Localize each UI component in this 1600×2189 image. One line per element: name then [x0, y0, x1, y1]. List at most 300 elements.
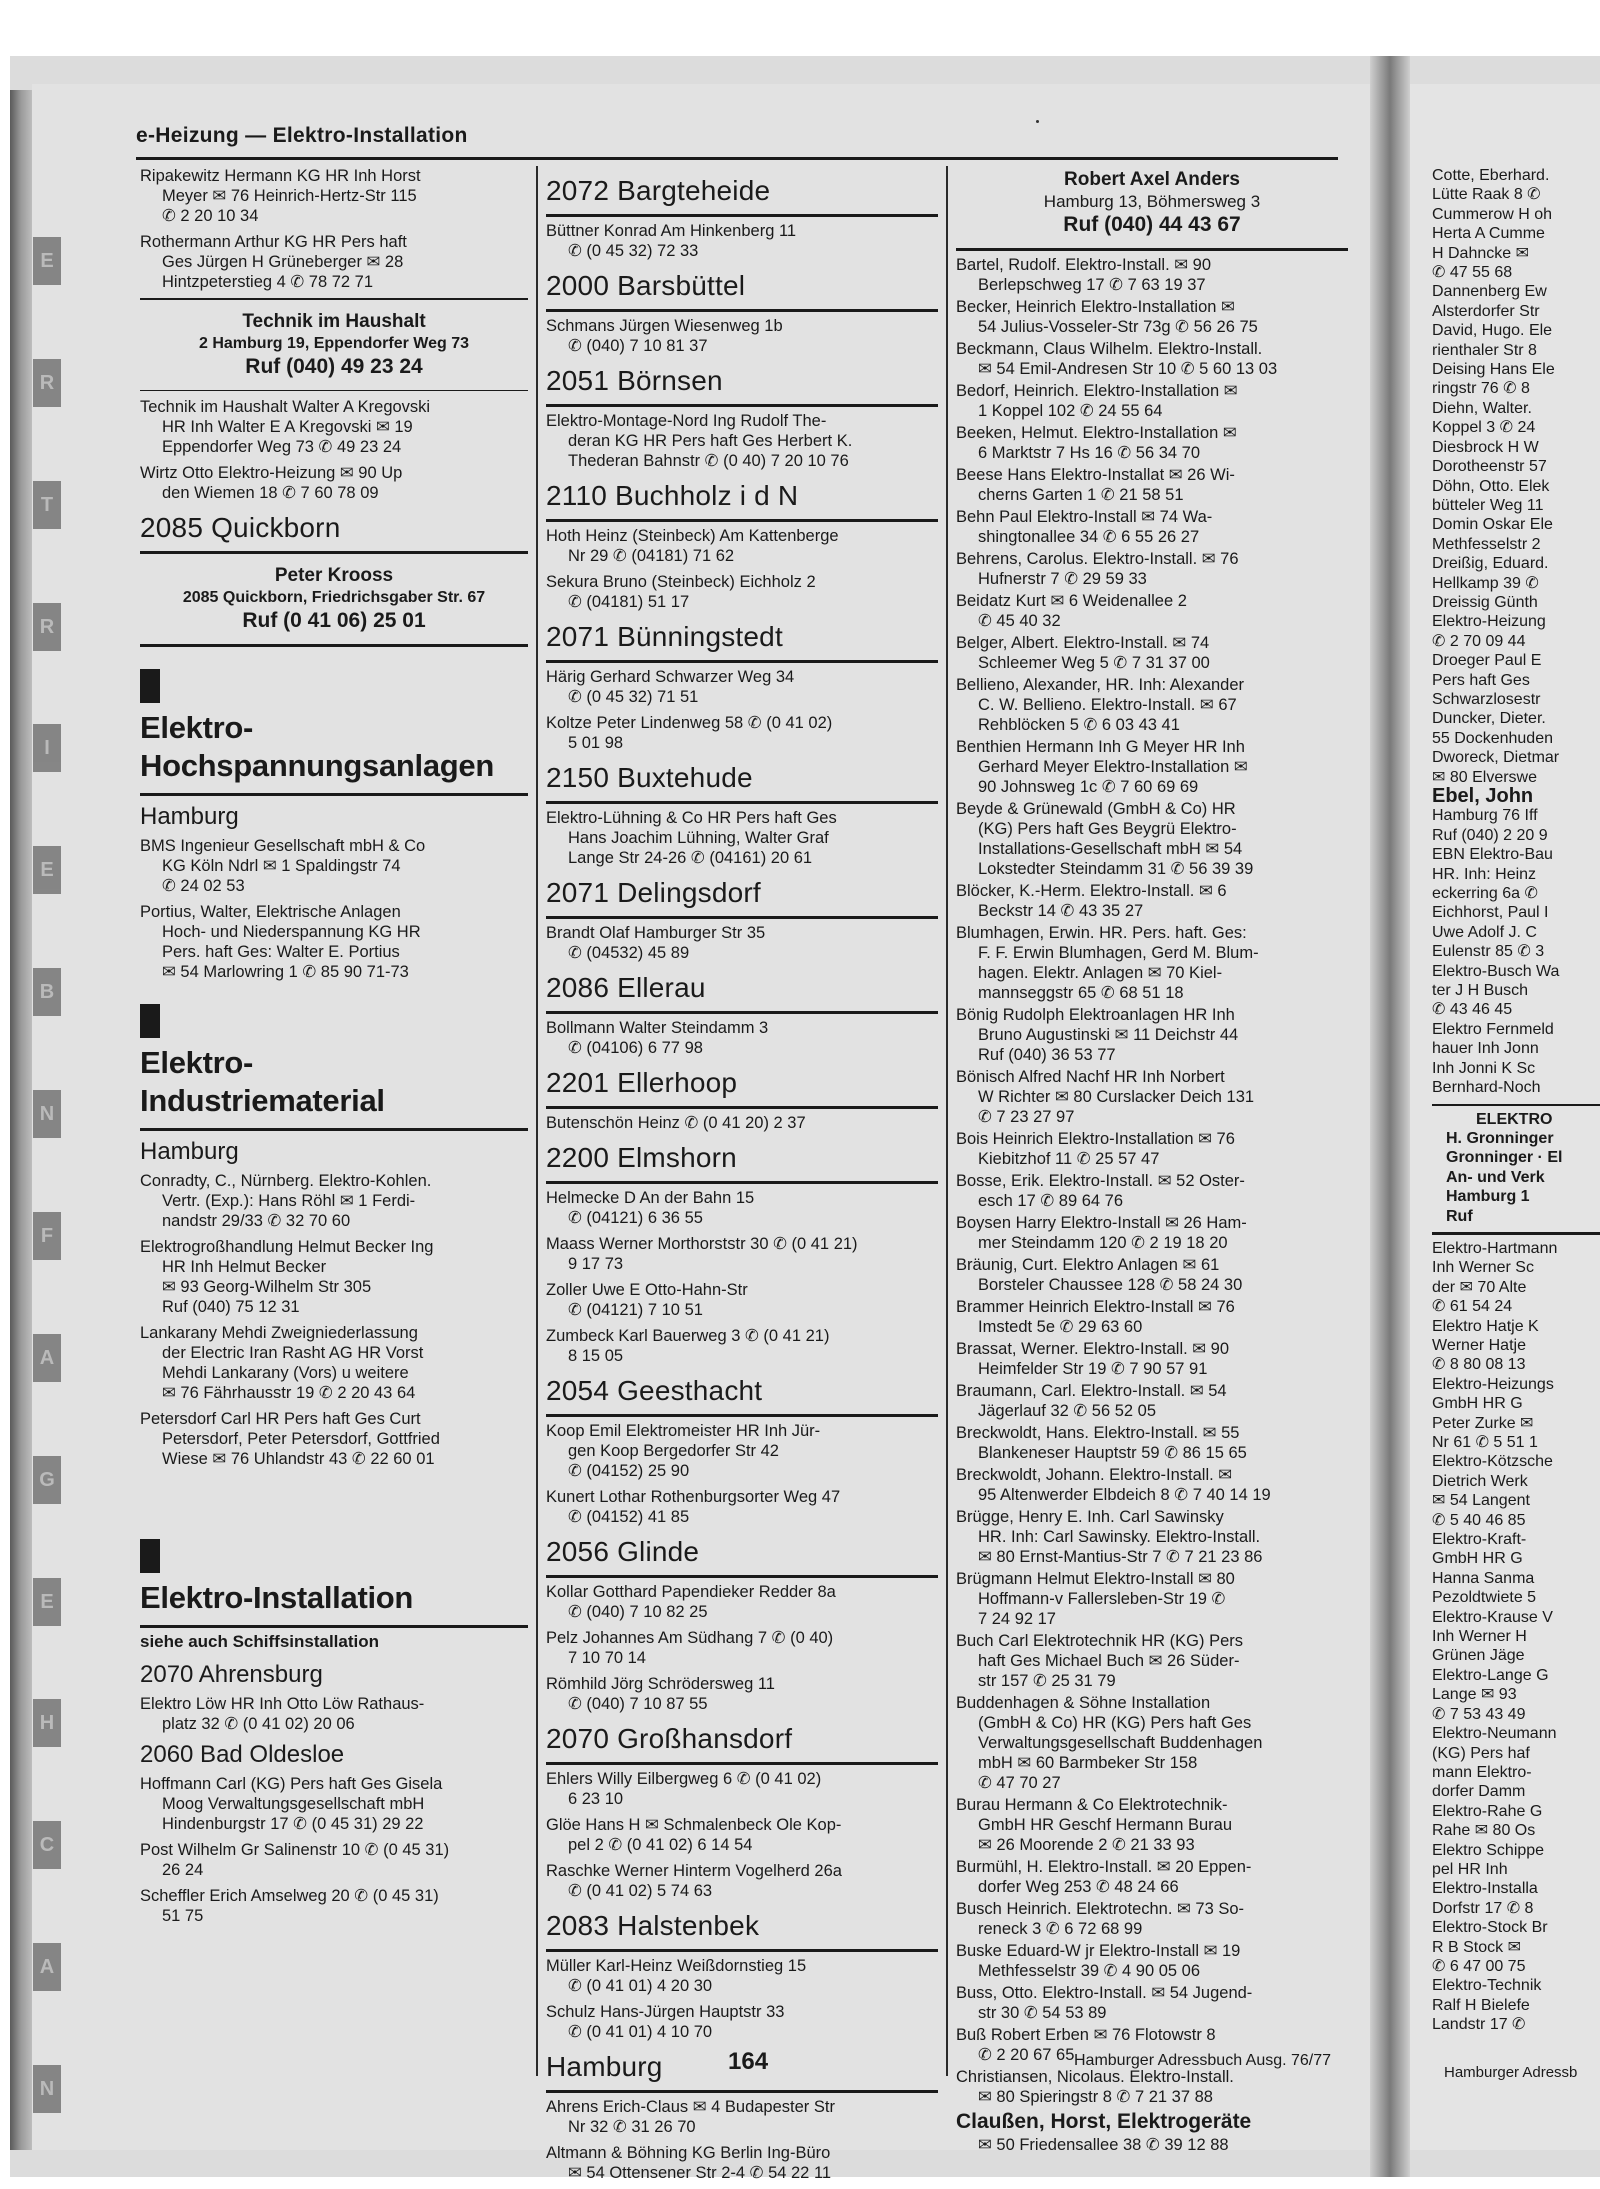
category-heading: Elektro- Industriematerial — [140, 1004, 528, 1120]
listing-line: Behrens, Carolus. Elektro-Install. ✉ 76 — [956, 550, 1239, 568]
next-page-line: Elektro-Kötzsche — [1432, 1453, 1553, 1471]
listing-line: mer Steindamm 120 ✆ 2 19 18 20 — [978, 1234, 1228, 1252]
listing-line: Härig Gerhard Schwarzer Weg 34 — [546, 668, 795, 686]
listing-entry — [956, 633, 1348, 673]
column-divider — [946, 166, 948, 2076]
listing-entry: Scheffler Erich Amselweg 20 ✆ (0 45 31) 51 75 — [140, 1887, 439, 1925]
listing-entry — [546, 1487, 938, 1527]
page-gutter — [1370, 56, 1410, 2177]
next-page-line: Schwarzlosestr — [1432, 690, 1541, 708]
divider — [956, 248, 1348, 251]
advert-phone: Ruf (0 41 06) 25 01 — [242, 609, 426, 632]
listing-line: ✆ (04121) 7 10 51 — [568, 1301, 703, 1319]
advert-address: Hamburg 13, Böhmersweg 3 — [1043, 192, 1261, 211]
town-heading: Hamburg — [546, 2051, 663, 2082]
listing-entry — [956, 1631, 1348, 1691]
next-page-line: Pers haft Ges — [1432, 671, 1530, 689]
listing-line: Busch Heinrich. Elektrotechn. ✉ 73 So- — [956, 1900, 1245, 1918]
listing-line: esch 17 ✆ 89 64 76 — [978, 1192, 1124, 1210]
next-page-line: Elektro-Hartmann — [1432, 1239, 1558, 1257]
next-page-line: H Dahncke ✉ — [1432, 244, 1529, 262]
side-tab-letter: E — [33, 1578, 61, 1626]
listing-line: W Richter ✉ 80 Curslacker Deich 131 — [978, 1088, 1255, 1106]
next-page-line: Uwe Adolf J. C — [1432, 923, 1537, 941]
next-page-line: Dorfstr 17 ✆ 8 — [1432, 1899, 1534, 1917]
listing-entry — [546, 2097, 938, 2137]
next-page-line: Inh Werner Sc — [1432, 1259, 1534, 1277]
next-page-line: ✉ 54 Langent — [1432, 1492, 1530, 1510]
listing-line: ✉ 80 Ernst-Mantius-Str 7 ✆ 7 21 23 86 — [978, 1548, 1263, 1566]
side-tab-letter: R — [33, 359, 61, 407]
listing-line: Maass Werner Morthorststr 30 ✆ (0 41 21) — [546, 1235, 858, 1253]
listing-line: Bräunig, Curt. Elektro Anlagen ✉ 61 — [956, 1256, 1220, 1274]
advert-name: Robert Axel Anders — [1064, 169, 1240, 190]
listing-entry — [956, 465, 1348, 505]
next-page-footer: Hamburger Adressb — [1444, 2064, 1578, 2081]
listing-line: Raschke Werner Hinterm Vogelherd 26a — [546, 1862, 842, 1880]
listing-entry — [956, 923, 1348, 1003]
listing-entry: Post Wilhelm Gr Salinenstr 10 ✆ (0 45 31) 26 24 — [140, 1841, 450, 1879]
town-heading: 2150 Buxtehude — [546, 762, 753, 793]
listing-line: reneck 3 ✆ 6 72 68 99 — [978, 1920, 1143, 1938]
listing-entry — [546, 1280, 938, 1320]
see-also-note: siehe auch Schiffsinstallation — [140, 1632, 380, 1651]
town-heading: 2072 Bargteheide — [546, 175, 771, 206]
listing-entry — [956, 675, 1348, 735]
listing-line: 7 24 92 17 — [978, 1610, 1056, 1628]
listing-line: (KG) Pers haft Ges Beygrü Elektro- — [978, 820, 1237, 838]
next-page-line: Ralf H Bielefe — [1432, 1996, 1530, 2014]
listing-entry — [956, 881, 1348, 921]
next-page-line: Dannenberg Ew — [1432, 283, 1547, 301]
next-page-line: Elektro Hatje K — [1432, 1317, 1539, 1335]
next-page-line: 55 Dockenhuden — [1432, 729, 1553, 747]
listing-entry — [546, 923, 938, 963]
listing-entry — [546, 1234, 938, 1274]
next-page-line: Dreißig, Eduard. — [1432, 555, 1549, 573]
listing-line: ✆ 45 40 32 — [978, 612, 1061, 630]
listing-line: Butenschön Heinz ✆ (0 41 20) 2 37 — [546, 1114, 806, 1132]
listing-line: pel 2 ✆ (0 41 02) 6 14 54 — [568, 1836, 753, 1854]
listing-line: Nr 29 ✆ (04181) 71 62 — [568, 547, 735, 565]
divider — [546, 309, 938, 312]
listing-line: Bollmann Walter Steindamm 3 — [546, 1019, 769, 1037]
listing-line: 1 Koppel 102 ✆ 24 55 64 — [978, 402, 1163, 420]
listing-line: Buß Robert Erben ✉ 76 Flotowstr 8 — [956, 2026, 1216, 2044]
listing-line: ✉ 54 Emil-Andresen Str 10 ✆ 5 60 13 03 — [978, 360, 1278, 378]
advert-name: Technik im Haushalt — [242, 310, 426, 332]
listing-line: 6 Marktstr 7 Hs 16 ✆ 56 34 70 — [978, 444, 1201, 462]
listing-line: ✆ 47 70 27 — [978, 1774, 1061, 1792]
listing-line: Helmecke D An der Bahn 15 — [546, 1189, 755, 1207]
listing-line: Hoth Heinz (Steinbeck) Am Kattenberge — [546, 527, 839, 545]
listing-entry — [956, 1423, 1348, 1463]
listing-entry — [956, 1381, 1348, 1421]
next-page-line: Diesbrock H W — [1432, 438, 1539, 456]
listing-line: ✆ (04121) 6 36 55 — [568, 1209, 703, 1227]
divider — [140, 298, 528, 300]
listing-line: Imstedt 5e ✆ 29 63 60 — [978, 1318, 1143, 1336]
listing-entry — [956, 1693, 1348, 1793]
advert-phone: Ruf (040) 49 23 24 — [245, 354, 423, 378]
listing-line: Methfesselstr 39 ✆ 4 90 05 06 — [978, 1962, 1201, 1980]
listing-line: Gerhard Meyer Elektro-Installation ✉ — [978, 758, 1248, 776]
side-tab-letter: H — [33, 1699, 61, 1747]
listing-entry — [546, 1674, 938, 1714]
listing-line: shingtonallee 34 ✆ 6 55 26 27 — [978, 528, 1200, 546]
listing-line: Thederan Bahnstr ✆ (0 40) 7 20 10 76 — [568, 452, 849, 470]
town-heading: 2071 Delingsdorf — [546, 877, 761, 908]
divider — [546, 1106, 938, 1109]
next-page-line: ✆ 8 80 08 13 — [1432, 1356, 1526, 1374]
listing-entry — [546, 316, 938, 356]
listing-line: Brassat, Werner. Elektro-Install. ✉ 90 — [956, 1340, 1230, 1358]
next-page-line: Dworeck, Dietmar — [1432, 749, 1560, 767]
listing-entry — [956, 1941, 1348, 1981]
listing-line: ✆ (0 41 02) 5 74 63 — [568, 1882, 713, 1900]
next-page-line: Dorotheenstr 57 — [1432, 458, 1547, 476]
listing-line: haft Ges Michael Buch ✉ 26 Süder- — [978, 1652, 1240, 1670]
listing-line: Zumbeck Karl Bauerweg 3 ✆ (0 41 21) — [546, 1327, 830, 1345]
listing-line: dorfer Weg 253 ✆ 48 24 66 — [978, 1878, 1179, 1896]
listing-line: ✆ 7 23 27 97 — [978, 1108, 1075, 1126]
listing-line: Hufnerstr 7 ✆ 29 59 33 — [978, 570, 1147, 588]
town-heading: 2051 Börnsen — [546, 365, 723, 396]
category-heading: Elektro- Hochspannungsanlagen — [140, 669, 528, 785]
next-page-line: Inh Jonni K Sc — [1432, 1059, 1536, 1077]
listing-entry — [956, 1465, 1348, 1505]
listing-entry — [956, 1857, 1348, 1897]
divider — [546, 1949, 938, 1952]
town-heading: 2085 Quickborn — [140, 512, 341, 543]
listing-line: Heimfelder Str 19 ✆ 7 90 57 91 — [978, 1360, 1208, 1378]
listing-line: Bois Heinrich Elektro-Installation ✉ 76 — [956, 1130, 1235, 1148]
listing-line: Bartel, Rudolf. Elektro-Install. ✉ 90 — [956, 256, 1212, 274]
category-marker-icon — [140, 1004, 160, 1038]
side-tab-letter: T — [33, 481, 61, 529]
listing-line: ✆ (0 45 32) 71 51 — [568, 688, 699, 706]
listing-entry — [956, 297, 1348, 337]
listing-entry: Elektrogroßhandlung Helmut Becker Ing HR Inh Helmut Becker ✉ 93 Georg-Wilhelm Str 305 Ruf (040) 75 12 31 — [140, 1238, 434, 1316]
listing-line: Altmann & Böhning KG Berlin Ing-Büro — [546, 2144, 831, 2162]
listing-line: Buch Carl Elektrotechnik HR (KG) Pers — [956, 1632, 1244, 1650]
listing-line: ✉ 80 Spieringstr 8 ✆ 7 21 37 88 — [978, 2088, 1213, 2106]
next-page-line: Methfesselstr 2 — [1432, 535, 1541, 553]
listing-entry — [546, 2002, 938, 2042]
listing-line: Müller Karl-Heinz Weißdornstieg 15 — [546, 1957, 807, 1975]
listing-line: Boysen Harry Elektro-Install ✉ 26 Ham- — [956, 1214, 1247, 1232]
next-page-line: eckerring 6a ✆ — [1432, 885, 1538, 903]
next-page-advert-line: ELEKTRO — [1476, 1110, 1553, 1128]
next-page-line: Landstr 17 ✆ — [1432, 2016, 1526, 2034]
next-page-line: Domin Oskar Ele — [1432, 516, 1553, 534]
listing-line: Buddenhagen & Söhne Installation — [956, 1694, 1211, 1712]
listing-line: 9 17 73 — [568, 1255, 624, 1273]
next-page-line: EBN Elektro-Bau — [1432, 846, 1553, 864]
listing-group — [956, 255, 1348, 2107]
next-page-line: Rahe ✉ 80 Os — [1432, 1822, 1536, 1840]
listing-entry — [956, 1569, 1348, 1629]
side-tab-letter: B — [33, 968, 61, 1016]
listing-entry — [546, 1018, 938, 1058]
next-page-line: ringstr 76 ✆ 8 — [1432, 380, 1530, 398]
listing-line: ✆ (04181) 51 17 — [568, 593, 690, 611]
next-page-line: ter J H Busch — [1432, 982, 1529, 1000]
listing-line: Christiansen, Nicolaus. Elektro-Install. — [956, 2068, 1234, 2086]
next-page-line: Droeger Paul E — [1432, 652, 1542, 670]
listing-entry — [546, 808, 938, 868]
listing-line: ✆ (04152) 25 90 — [568, 1462, 690, 1480]
listing-line: Lokstedter Steindamm 31 ✆ 56 39 39 — [978, 860, 1254, 878]
divider — [546, 404, 938, 407]
listing-line: Brandt Olaf Hamburger Str 35 — [546, 924, 766, 942]
page-footer: Hamburger Adressbuch Ausg. 76/77 — [1074, 2052, 1332, 2069]
listing-line: Breckwoldt, Johann. Elektro-Install. ✉ — [956, 1466, 1233, 1484]
listing-line: Schleemer Weg 5 ✆ 7 31 37 00 — [978, 654, 1210, 672]
next-page-line: Duncker, Dieter. — [1432, 710, 1546, 728]
listing-line: ✆ (040) 7 10 82 25 — [568, 1603, 708, 1621]
divider — [140, 793, 528, 796]
side-tab-letter: E — [33, 237, 61, 285]
next-page-line: Ruf (040) 2 20 9 — [1432, 826, 1548, 844]
listing-group — [140, 166, 528, 292]
listing-line: Römhild Jörg Schrödersweg 11 — [546, 1675, 775, 1693]
listing-line: Glöe Hans H ✉ Schmalenbeck Ole Kop- — [546, 1816, 842, 1834]
next-page-line: Elektro-Technik — [1432, 1977, 1542, 1995]
listing-line: hagen. Elektr. Anlagen ✉ 70 Kiel- — [978, 964, 1223, 982]
next-page-line: GmbH HR G — [1432, 1395, 1523, 1413]
next-page-line: Cummerow H oh — [1432, 205, 1553, 223]
next-page-line: ✆ 43 46 45 — [1432, 1001, 1513, 1019]
listing-entry — [546, 1769, 938, 1809]
advert-address: 2 Hamburg 19, Eppendorfer Weg 73 — [199, 334, 469, 352]
listing-line: Rehblöcken 5 ✆ 6 03 43 41 — [978, 716, 1180, 734]
side-thumb-index — [32, 200, 62, 2150]
listing-entry — [956, 591, 1348, 631]
listing-line: ✆ (0 41 01) 4 10 70 — [568, 2023, 713, 2041]
next-page-line: dorfer Damm — [1432, 1783, 1526, 1801]
listing-line: Braumann, Carl. Elektro-Install. ✉ 54 — [956, 1382, 1227, 1400]
listing-line: ✆ 2 20 67 65 — [978, 2046, 1075, 2064]
page-number: 164 — [728, 2048, 769, 2075]
listing-line: Breckwoldt, Hans. Elektro-Install. ✉ 55 — [956, 1424, 1240, 1442]
column-1 — [140, 166, 528, 1932]
divider — [140, 644, 528, 647]
listing-line: Behn Paul Elektro-Install ✉ 74 Wa- — [956, 508, 1213, 526]
listing-entry — [956, 1297, 1348, 1337]
town-heading: 2086 Ellerau — [546, 972, 706, 1003]
listing-entry — [956, 1983, 1348, 2023]
listing-line: F. F. Erwin Blumhagen, Gerd M. Blum- — [978, 944, 1259, 962]
listing-line: str 157 ✆ 25 31 79 — [978, 1672, 1116, 1690]
next-page-advert — [1432, 1104, 1600, 1226]
divider — [546, 1414, 938, 1417]
next-page-line: Werner Hatje — [1432, 1336, 1526, 1354]
side-tab-letter: F — [33, 1212, 61, 1260]
next-page-line: Peter Zurke ✉ — [1432, 1414, 1534, 1432]
listing-line: gen Koop Bergedorfer Str 42 — [568, 1442, 779, 1460]
listing-line: Brügge, Henry E. Inh. Carl Sawinsky — [956, 1508, 1224, 1526]
divider — [546, 660, 938, 663]
side-tab-letter: N — [33, 2065, 61, 2113]
next-page-line: Elektro-Neumann — [1432, 1725, 1557, 1743]
listing-line: ✆ (0 41 01) 4 20 30 — [568, 1977, 713, 1995]
listing-line: Becker, Heinrich Elektro-Installation ✉ — [956, 298, 1235, 316]
next-page-line: Herta A Cumme — [1432, 225, 1545, 243]
listing-line: 95 Altenwerder Elbdeich 8 ✆ 7 40 14 19 — [978, 1486, 1271, 1504]
next-page-advert-line: Hamburg 1 — [1446, 1188, 1530, 1206]
divider — [546, 1181, 938, 1184]
listing-line: Ruf (040) 36 53 77 — [978, 1046, 1116, 1064]
listing-line: HR. Inh: Carl Sawinsky. Elektro-Install. — [978, 1528, 1261, 1546]
listing-entry — [546, 526, 938, 566]
listing-line: Brammer Heinrich Elektro-Install ✉ 76 — [956, 1298, 1235, 1316]
next-page-line: Diehn, Walter. — [1432, 399, 1532, 417]
column-2 — [546, 166, 938, 2189]
listing-line: mbH ✉ 60 Barmbeker Str 158 — [978, 1754, 1198, 1772]
town-heading: 2056 Glinde — [546, 1536, 700, 1567]
next-page-line: ✆ 6 47 00 75 — [1432, 1957, 1526, 1975]
next-page-line: Alsterdorfer Str — [1432, 302, 1540, 320]
next-page-line: R B Stock ✉ — [1432, 1938, 1521, 1956]
listing-line: (GmbH & Co) HR (KG) Pers haft Ges — [978, 1714, 1252, 1732]
listing-line: Koltze Peter Lindenweg 58 ✆ (0 41 02) — [546, 714, 833, 732]
listing-line: Beeken, Helmut. Elektro-Installation ✉ — [956, 424, 1237, 442]
listing-line: Bruno Augustinski ✉ 11 Deichstr 44 — [978, 1026, 1239, 1044]
listing-line: 90 Johnsweg 1c ✆ 7 60 69 69 — [978, 778, 1199, 796]
listing-line: 5 01 98 — [568, 734, 624, 752]
listing-line: Ehlers Willy Eilbergweg 6 ✆ (0 41 02) — [546, 1770, 822, 1788]
listing-line: 6 23 10 — [568, 1790, 624, 1808]
next-page-line: Lütte Raak 8 ✆ — [1432, 186, 1541, 204]
listing-entry — [546, 1421, 938, 1481]
head-rule — [136, 157, 1338, 160]
town-heading: Hamburg — [140, 1138, 239, 1165]
next-page-line: Hamburg 76 Iff — [1432, 807, 1538, 825]
listing-line: ✆ (0 45 32) 72 33 — [568, 242, 699, 260]
listing-entry: Lankarany Mehdi Zweigniederlassung der Electric Iran Rasht AG HR Vorst Mehdi Lankarany (Vors) u weitere ✉ 76 Fährhausstr 19 ✆ 2 20 43 64 — [140, 1324, 424, 1402]
category-marker-icon — [140, 669, 160, 703]
listing-line: Burau Hermann & Co Elektrotechnik- — [956, 1796, 1228, 1814]
next-page-line: der ✉ 70 Alte — [1432, 1278, 1527, 1296]
divider — [546, 1575, 938, 1578]
listing-entry — [956, 1255, 1348, 1295]
category-heading: Elektro-Installation — [140, 1539, 528, 1617]
listing-line: Bellieno, Alexander, HR. Inh: Alexander — [956, 676, 1245, 694]
listing-entry-bold: Claußen, Horst, Elektrogeräte ✉ 50 Friedensallee 38 ✆ 39 12 88 — [956, 2110, 1252, 2154]
advert-name: Peter Krooss — [274, 565, 394, 586]
next-page-line: Cotte, Eberhard. — [1432, 167, 1550, 184]
listing-line: Hoffmann-v Fallersleben-Str 19 ✆ — [978, 1590, 1226, 1608]
divider — [1432, 1232, 1600, 1235]
listing-line: Buske Eduard-W jr Elektro-Install ✉ 19 — [956, 1942, 1241, 1960]
next-page-line: HR. Inh: Heinz — [1432, 865, 1537, 883]
next-page-line: Pezoldtwiete 5 — [1432, 1589, 1537, 1607]
divider — [546, 801, 938, 804]
next-page-line: ✆ 5 40 46 85 — [1432, 1511, 1526, 1529]
next-page-line: pel HR Inh — [1432, 1860, 1508, 1878]
listing-entry — [546, 411, 938, 471]
listing-line: Bosse, Erik. Elektro-Install. ✉ 52 Oster- — [956, 1172, 1245, 1190]
next-page-line: Elektro-Heizung — [1432, 613, 1546, 631]
listing-line: mannseggstr 65 ✆ 68 51 18 — [978, 984, 1184, 1002]
listing-entry — [546, 1582, 938, 1622]
listing-line: Brügmann Helmut Elektro-Install ✉ 80 — [956, 1570, 1235, 1588]
listing-entry — [956, 255, 1348, 295]
listing-line: Borsteler Chaussee 128 ✆ 58 24 30 — [978, 1276, 1243, 1294]
next-page-advert-line: Ruf — [1446, 1207, 1473, 1225]
next-page-line: Dietrich Werk — [1432, 1472, 1528, 1490]
listing-entry — [956, 507, 1348, 547]
listing-line: Blöcker, K.-Herm. Elektro-Install. ✉ 6 — [956, 882, 1227, 900]
next-page-line: Elektro-Installa — [1432, 1880, 1538, 1898]
listing-entry: Portius, Walter, Elektrische Anlagen Hoch- und Niederspannung KG HR Pers. haft Ges: Walter E. Portius ✉ 54 Marlowring 1 ✆ 85 90 71-73 — [140, 903, 421, 981]
advert-box — [140, 564, 528, 634]
listing-line: ✉ 54 Ottensener Str 2-4 ✆ 54 22 11 — [568, 2164, 832, 2182]
listing-line: 7 10 70 14 — [568, 1649, 646, 1667]
listing-line: deran KG HR Pers haft Ges Herbert K. — [568, 432, 853, 450]
next-page-column — [1432, 166, 1600, 2035]
town-heading: 2054 Geesthacht — [546, 1375, 763, 1406]
next-page-line: Elektro-Krause V — [1432, 1608, 1553, 1626]
listing-entry — [546, 1861, 938, 1901]
listing-line: Belger, Albert. Elektro-Install. ✉ 74 — [956, 634, 1210, 652]
listing-line: Blankeneser Hauptstr 59 ✆ 86 15 65 — [978, 1444, 1247, 1462]
town-heading: 2070 Großhansdorf — [546, 1723, 793, 1754]
listing-line: Büttner Konrad Am Hinkenberg 11 — [546, 222, 797, 240]
column-3 — [956, 166, 1348, 2161]
listing-entry: Hoffmann Carl (KG) Pers haft Ges Gisela Moog Verwaltungsgesellschaft mbH Hindenburgstr 17 ✆ (0 45 31) 29 22 — [140, 1775, 443, 1833]
next-page-line: Grünen Jäge — [1432, 1647, 1525, 1665]
listing-line: Lange Str 24-26 ✆ (04161) 20 61 — [568, 849, 813, 867]
listing-entry — [956, 1005, 1348, 1065]
next-page-line: Elektro Schippe — [1432, 1841, 1545, 1859]
next-page-line: Nr 61 ✆ 5 51 1 — [1432, 1434, 1538, 1451]
listing-line: Kollar Gotthard Papendieker Redder 8a — [546, 1583, 836, 1601]
next-page-line: bütteler Weg 11 — [1432, 496, 1544, 514]
listing-line: Berlepschweg 17 ✆ 7 63 19 37 — [978, 276, 1206, 294]
divider — [140, 551, 528, 554]
town-heading: 2000 Barsbüttel — [546, 270, 746, 301]
listing-line: Koop Emil Elektromeister HR Inh Jür- — [546, 1422, 821, 1440]
next-page-line: rienthaler Str 8 — [1432, 341, 1537, 359]
listing-entry — [546, 1113, 938, 1133]
next-page-advert-line: H. Gronninger — [1446, 1129, 1554, 1147]
divider — [140, 1128, 528, 1131]
listing-entry — [956, 381, 1348, 421]
next-page-line: Elektro-Kraft- — [1432, 1531, 1527, 1549]
next-page-line: Koppel 3 ✆ 24 — [1432, 419, 1536, 437]
town-heading: 2070 Ahrensburg — [140, 1661, 323, 1688]
listing-line: Bönig Rudolph Elektroanlagen HR Inh — [956, 1006, 1235, 1024]
listing-entry — [546, 2143, 938, 2183]
side-tab-letter: E — [33, 846, 61, 894]
listing-line: Beckmann, Claus Wilhelm. Elektro-Install. — [956, 340, 1263, 358]
divider — [546, 214, 938, 217]
listing-line: 54 Julius-Vosseler-Str 73g ✆ 56 26 75 — [978, 318, 1258, 336]
town-heading: Hamburg — [140, 803, 239, 830]
listing-entry — [956, 737, 1348, 797]
divider — [140, 1625, 528, 1628]
listing-line: Bönisch Alfred Nachf HR Inh Norbert — [956, 1068, 1225, 1086]
listing-entry: Rothermann Arthur KG HR Pers haft Ges Jürgen H Grüneberger ✉ 28 Hintzpeterstieg 4 ✆ 78 72 71 — [140, 233, 407, 291]
category-marker-icon — [140, 1539, 160, 1573]
town-heading: 2060 Bad Oldesloe — [140, 1741, 345, 1768]
next-page-line: Lange ✉ 93 — [1432, 1686, 1517, 1704]
next-page-line: Hellkamp 39 ✆ — [1432, 574, 1539, 592]
listing-line: Bedorf, Heinrich. Elektro-Installation ✉ — [956, 382, 1238, 400]
listing-line: Benthien Hermann Inh G Meyer HR Inh — [956, 738, 1245, 756]
